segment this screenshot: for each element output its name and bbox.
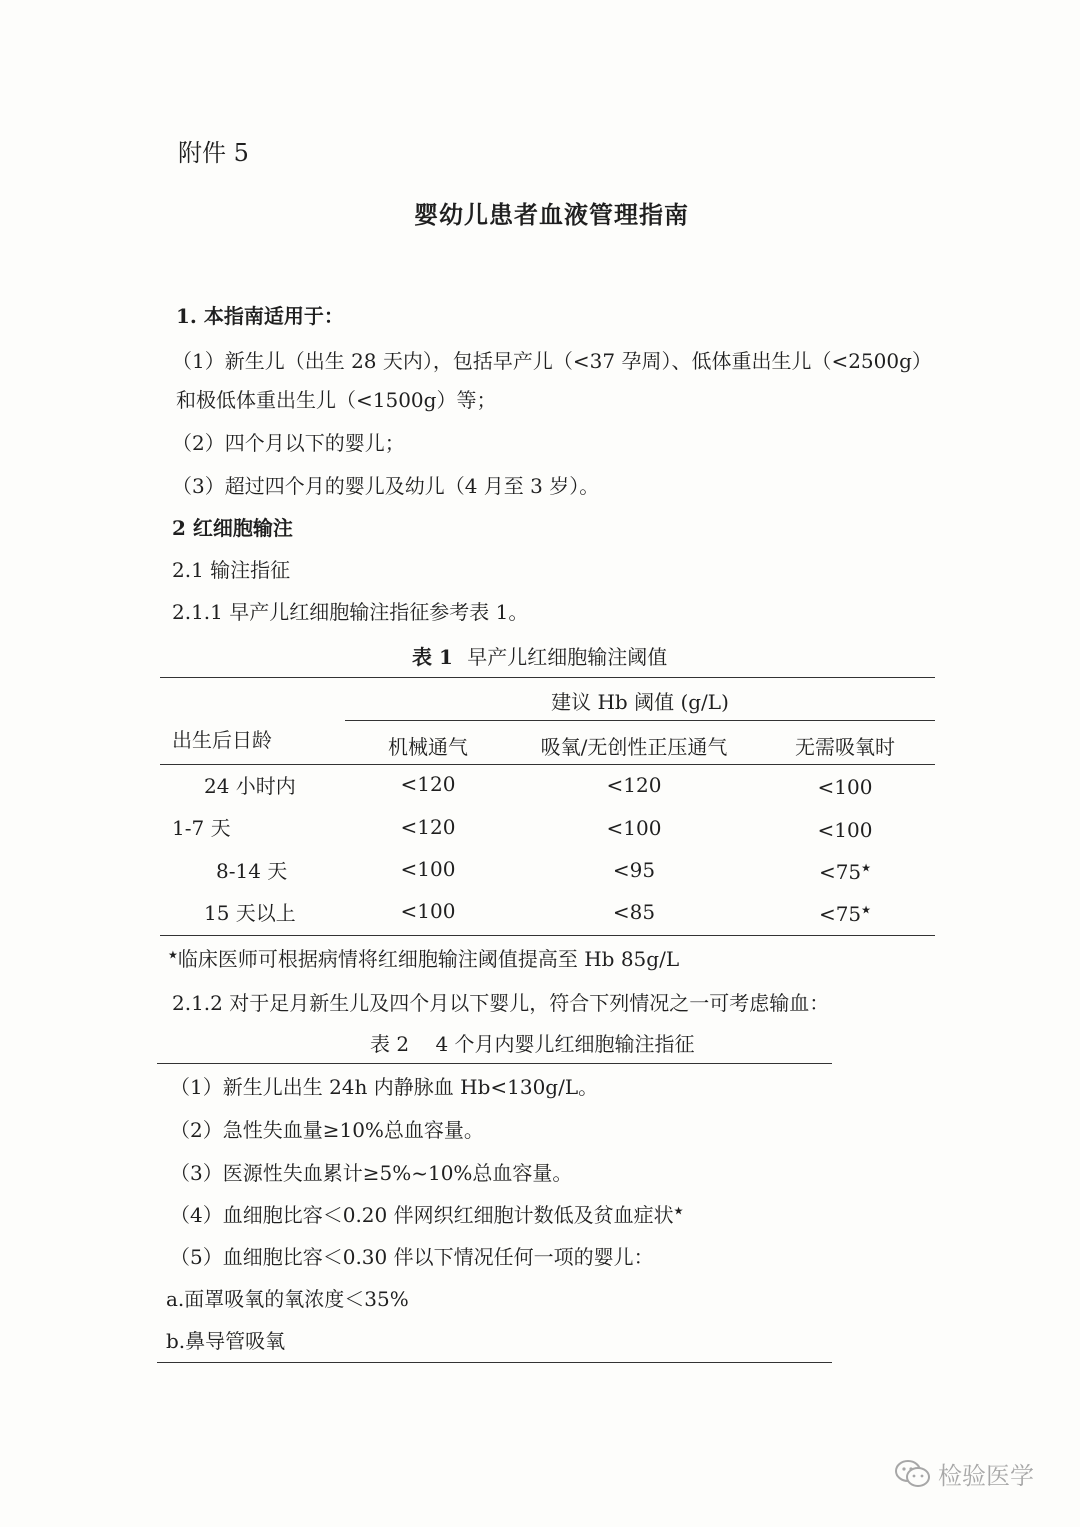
table2-item-starred bbox=[170, 1199, 684, 1228]
table1-cell-starred bbox=[819, 860, 871, 884]
table1-cell-starred bbox=[819, 902, 871, 926]
table2-item: （2）急性失血量≥10%总血容量。 bbox=[170, 1118, 484, 1142]
table1-cell: <100 bbox=[606, 816, 662, 840]
attachment-label: 附件 5 bbox=[178, 139, 249, 167]
section-2-heading: 2 红细胞输注 bbox=[172, 516, 293, 540]
table1-cell-value: <75 bbox=[818, 902, 862, 926]
table1-footnote-text: 临床医师可根据病情将红细胞输注阈值提高至 Hb 85g/L bbox=[177, 947, 680, 971]
table1-cell: <85 bbox=[612, 900, 656, 924]
table1-cell: <120 bbox=[400, 815, 456, 839]
watermark bbox=[894, 1456, 1034, 1491]
table2-item: （5）血细胞比容＜0.30 伴以下情况任何一项的婴儿： bbox=[170, 1245, 654, 1269]
table2-caption: 表 2 4 个月内婴儿红细胞输注指征 bbox=[370, 1032, 695, 1056]
section-2-1-2: 2.1.2 对于足月新生儿及四个月以下婴儿，符合下列情况之一可考虑输血： bbox=[172, 991, 830, 1015]
star-mark: ★ bbox=[673, 1204, 684, 1218]
table1-caption bbox=[412, 641, 667, 670]
table1-bottom-rule bbox=[160, 935, 935, 936]
section-2-1-1: 2.1.1 早产儿红细胞输注指征参考表 1。 bbox=[172, 600, 529, 624]
table1-cell: <100 bbox=[400, 899, 456, 923]
watermark-text: 检验医学 bbox=[938, 1462, 1034, 1490]
table1-row-header: 出生后日龄 bbox=[172, 728, 272, 752]
table1-age: 8-14 天 bbox=[216, 859, 288, 883]
table1-caption-prefix: 表 1 bbox=[412, 645, 453, 669]
table1-group-rule bbox=[345, 720, 935, 721]
table1-top-rule bbox=[160, 677, 935, 678]
scope-item-1a: （1）新生儿（出生 28 天内），包括早产儿（<37 孕周）、低体重出生儿（<2500g） bbox=[172, 349, 932, 373]
table1-col-header-3: 无需吸氧时 bbox=[795, 735, 895, 759]
table1-age: 1-7 天 bbox=[172, 816, 231, 840]
table2-item: （3）医源性失血累计≥5%~10%总血容量。 bbox=[170, 1161, 573, 1185]
table1-age: 24 小时内 bbox=[204, 774, 296, 798]
table1-age: 15 天以上 bbox=[204, 901, 296, 925]
table1-cell: <120 bbox=[400, 772, 456, 796]
table2-item: a.面罩吸氧的氧浓度＜35% bbox=[166, 1287, 409, 1311]
table2-item-text: （4）血细胞比容＜0.20 伴网织红细胞计数低及贫血症状 bbox=[170, 1203, 674, 1227]
table1-cell: <100 bbox=[400, 857, 456, 881]
table1-cell-value: <75 bbox=[818, 860, 862, 884]
section-2-1: 2.1 输注指征 bbox=[172, 558, 291, 582]
table2-item: b.鼻导管吸氧 bbox=[166, 1329, 286, 1353]
table2-top-rule bbox=[157, 1063, 832, 1064]
scope-item-2: （2）四个月以下的婴儿； bbox=[172, 431, 405, 455]
section-1-heading: 1. 本指南适用于： bbox=[176, 304, 344, 328]
scope-item-1b: 和极低体重出生儿（<1500g）等； bbox=[176, 388, 497, 412]
table1-caption-text: 早产儿红细胞输注阈值 bbox=[467, 645, 668, 669]
table1-cell: <100 bbox=[817, 818, 873, 842]
wechat-icon bbox=[894, 1458, 932, 1490]
table1-col-header-1: 机械通气 bbox=[388, 735, 468, 759]
table1-group-header: 建议 Hb 阈值 (g/L) bbox=[551, 690, 729, 714]
scope-item-3: （3）超过四个月的婴儿及幼儿（4 月至 3 岁）。 bbox=[172, 474, 600, 498]
table2-item: （1）新生儿出生 24h 内静脉血 Hb<130g/L。 bbox=[170, 1075, 599, 1099]
star-mark: ★ bbox=[861, 903, 872, 917]
star-mark: ★ bbox=[861, 861, 872, 875]
table1-header-rule bbox=[160, 764, 935, 765]
table2-bottom-rule bbox=[157, 1362, 832, 1363]
table1-cell: <95 bbox=[612, 858, 656, 882]
table1-col-header-2: 吸氧/无创性正压通气 bbox=[540, 735, 728, 759]
table1-footnote bbox=[168, 943, 679, 972]
page-title: 婴幼儿患者血液管理指南 bbox=[414, 200, 689, 229]
table1-cell: <120 bbox=[606, 773, 662, 797]
table1-cell: <100 bbox=[817, 775, 873, 799]
star-mark: ★ bbox=[168, 948, 178, 962]
